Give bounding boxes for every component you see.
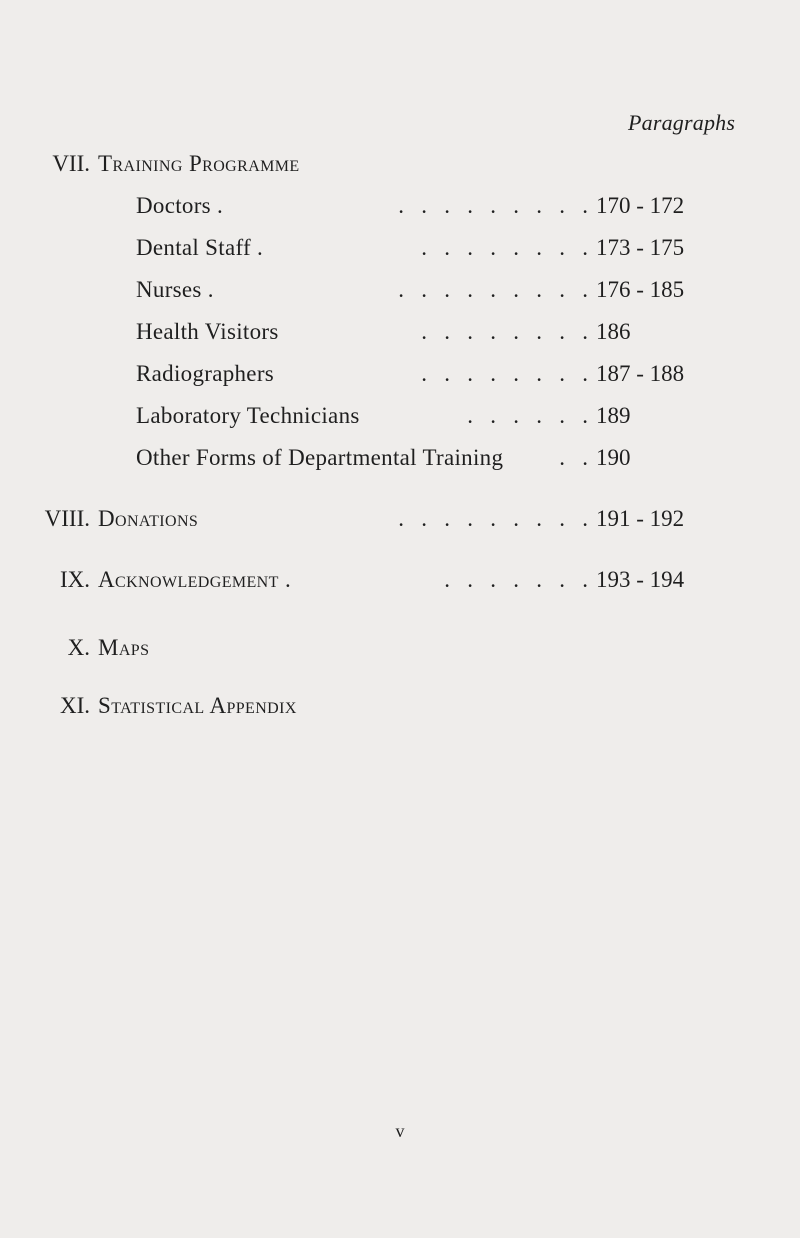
- paragraph-range: 187 - 188: [596, 361, 685, 386]
- toc-entry-nurses: [0, 274, 800, 306]
- section-title: Training Programme: [98, 151, 300, 176]
- dot-leader: . . . . . . . .: [421, 361, 588, 386]
- dot-leader: . . . . . .: [467, 403, 588, 428]
- dot-leader: . .: [559, 445, 588, 470]
- section-numeral: VII.: [52, 151, 90, 176]
- section-title: Donations: [98, 506, 199, 531]
- dot-leader: . . . . . . . .: [421, 319, 588, 344]
- paragraph-range: 176 - 185: [596, 277, 685, 302]
- dot-leader: . . . . . . .: [444, 567, 588, 592]
- toc-entry-other-forms-training: [0, 442, 800, 474]
- entry-title: Doctors .: [136, 193, 224, 218]
- page-number: v: [395, 1121, 405, 1141]
- dot-leader: . . . . . . . . .: [398, 277, 588, 302]
- paragraphs-column-header: Paragraphs: [628, 110, 736, 135]
- section-numeral: IX.: [59, 567, 90, 592]
- section-row-donations: [0, 503, 800, 535]
- section-row-maps: [0, 632, 800, 664]
- section-title: Statistical Appendix: [98, 693, 297, 718]
- section-numeral: XI.: [59, 693, 90, 718]
- paragraph-range: 170 - 172: [596, 193, 685, 218]
- toc-entry-dental-staff: [0, 232, 800, 264]
- paragraph-range: 189: [596, 403, 631, 428]
- paragraph-range: 193 - 194: [596, 567, 685, 592]
- entry-title: Health Visitors: [136, 319, 279, 344]
- toc-entry-health-visitors: [0, 316, 800, 348]
- section-row-statistical-appendix: [0, 690, 800, 722]
- entry-title: Dental Staff .: [136, 235, 264, 260]
- paragraph-range: 173 - 175: [596, 235, 685, 260]
- dot-leader: . . . . . . . . .: [398, 506, 588, 531]
- entry-title: Nurses .: [136, 277, 214, 302]
- section-numeral: X.: [67, 635, 90, 660]
- toc-entry-radiographers: [0, 358, 800, 390]
- section-title: Maps: [98, 635, 150, 660]
- section-title: Acknowledgement .: [98, 567, 292, 592]
- entry-title: Radiographers: [136, 361, 275, 386]
- paragraph-range: 190: [596, 445, 631, 470]
- section-numeral: VIII.: [44, 506, 90, 531]
- paragraph-range: 186: [596, 319, 631, 344]
- entry-title: Laboratory Technicians: [136, 403, 360, 428]
- section-row-acknowledgement: [0, 564, 800, 596]
- toc-entry-doctors: [0, 190, 800, 222]
- entry-title: Other Forms of Departmental Training: [136, 445, 504, 470]
- dot-leader: . . . . . . . . .: [398, 193, 588, 218]
- dot-leader: . . . . . . . .: [421, 235, 588, 260]
- paragraph-range: 191 - 192: [596, 506, 685, 531]
- toc-entry-laboratory-technicians: [0, 400, 800, 432]
- section-row-training-programme: [0, 148, 800, 180]
